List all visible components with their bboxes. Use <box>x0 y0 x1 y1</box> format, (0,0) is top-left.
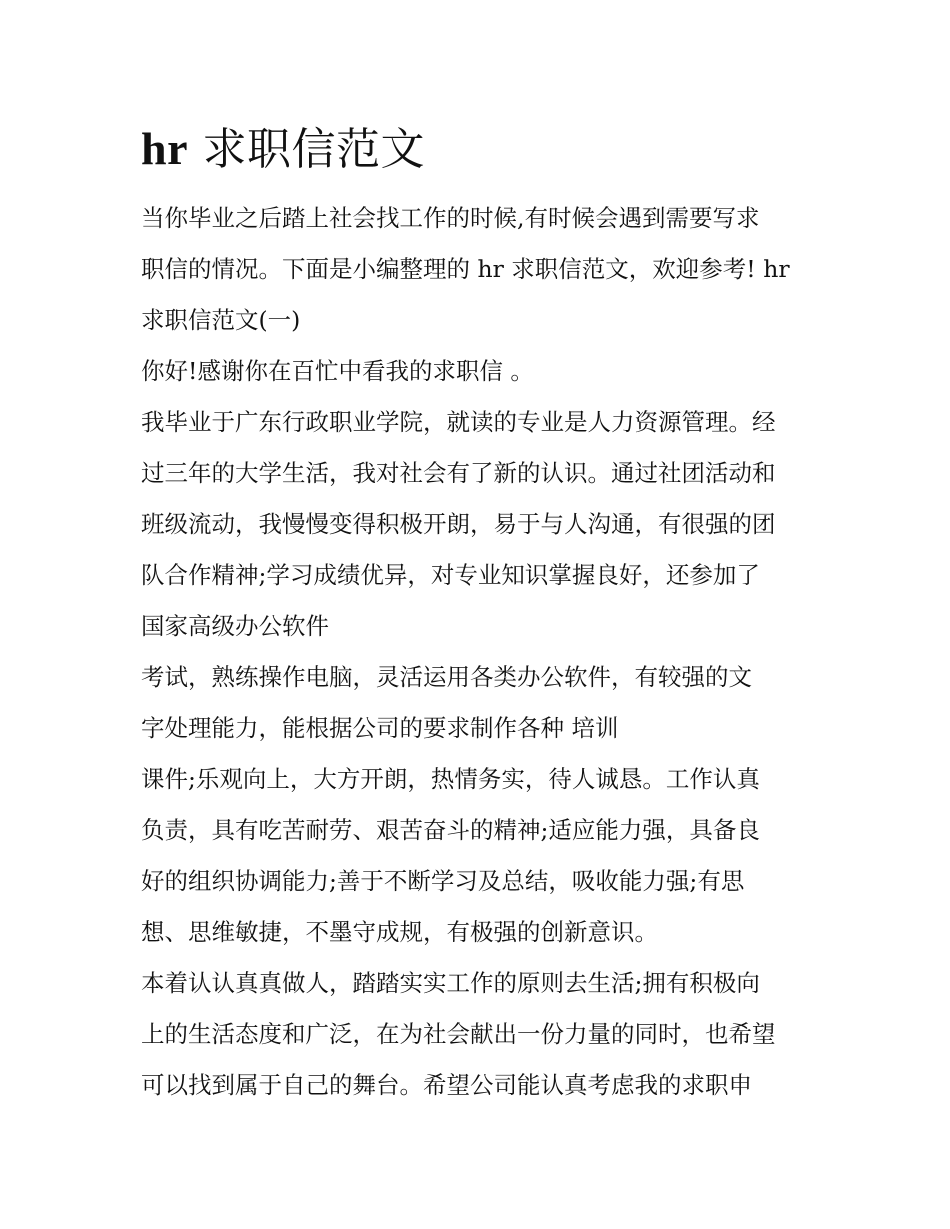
body-line: 好的组织协调能力;善于不断学习及总结，吸收能力强;有思 <box>141 867 745 895</box>
body-line: 考试，熟练操作电脑，灵活运用各类办公软件，有较强的文 <box>141 663 752 691</box>
body-line: 本着认认真真做人，踏踏实实工作的原则去生活;拥有积极向 <box>141 969 760 997</box>
document-title <box>141 118 821 181</box>
body-line: 可以找到属于自己的舞台。希望公司能认真考虑我的求职申 <box>141 1071 752 1099</box>
body-line: 负责，具有吃苦耐劳、艰苦奋斗的精神;适应能力强，具备良 <box>141 816 760 844</box>
body-line: 国家高级办公软件 <box>141 612 329 640</box>
body-line: 班级流动，我慢慢变得积极开朗，易于与人沟通，有很强的团 <box>141 510 776 538</box>
body-line: 队合作精神;学习成绩优异，对专业知识掌握良好，还参加了 <box>141 561 760 589</box>
body-line: 我毕业于广东行政职业学院，就读的专业是人力资源管理。经 <box>141 408 776 436</box>
body-line: 字处理能力，能根据公司的要求制作各种 培训 <box>141 714 619 742</box>
body-line: 职信的情况。下面是小编整理的 hr 求职信范文，欢迎参考! hr <box>141 255 790 283</box>
body-line: 课件;乐观向上，大方开朗，热情务实，待人诚恳。工作认真 <box>141 765 760 793</box>
document-title-latin: hr <box>141 123 188 174</box>
body-line: 你好!感谢你在百忙中看我的求职信 。 <box>141 357 534 385</box>
body-line: 上的生活态度和广泛，在为社会献出一份力量的同时，也希望 <box>141 1020 776 1048</box>
body-line: 过三年的大学生活，我对社会有了新的认识。通过社团活动和 <box>141 459 776 487</box>
document-content <box>141 118 821 1111</box>
body-line: 当你毕业之后踏上社会找工作的时候,有时候会遇到需要写求 <box>141 204 760 232</box>
document-body <box>141 193 821 1111</box>
body-line: 求职信范文(一) <box>141 306 301 334</box>
document-title-text: 求职信范文 <box>188 124 425 175</box>
body-line: 想、思维敏捷，不墨守成规，有极强的创新意识。 <box>141 918 658 946</box>
